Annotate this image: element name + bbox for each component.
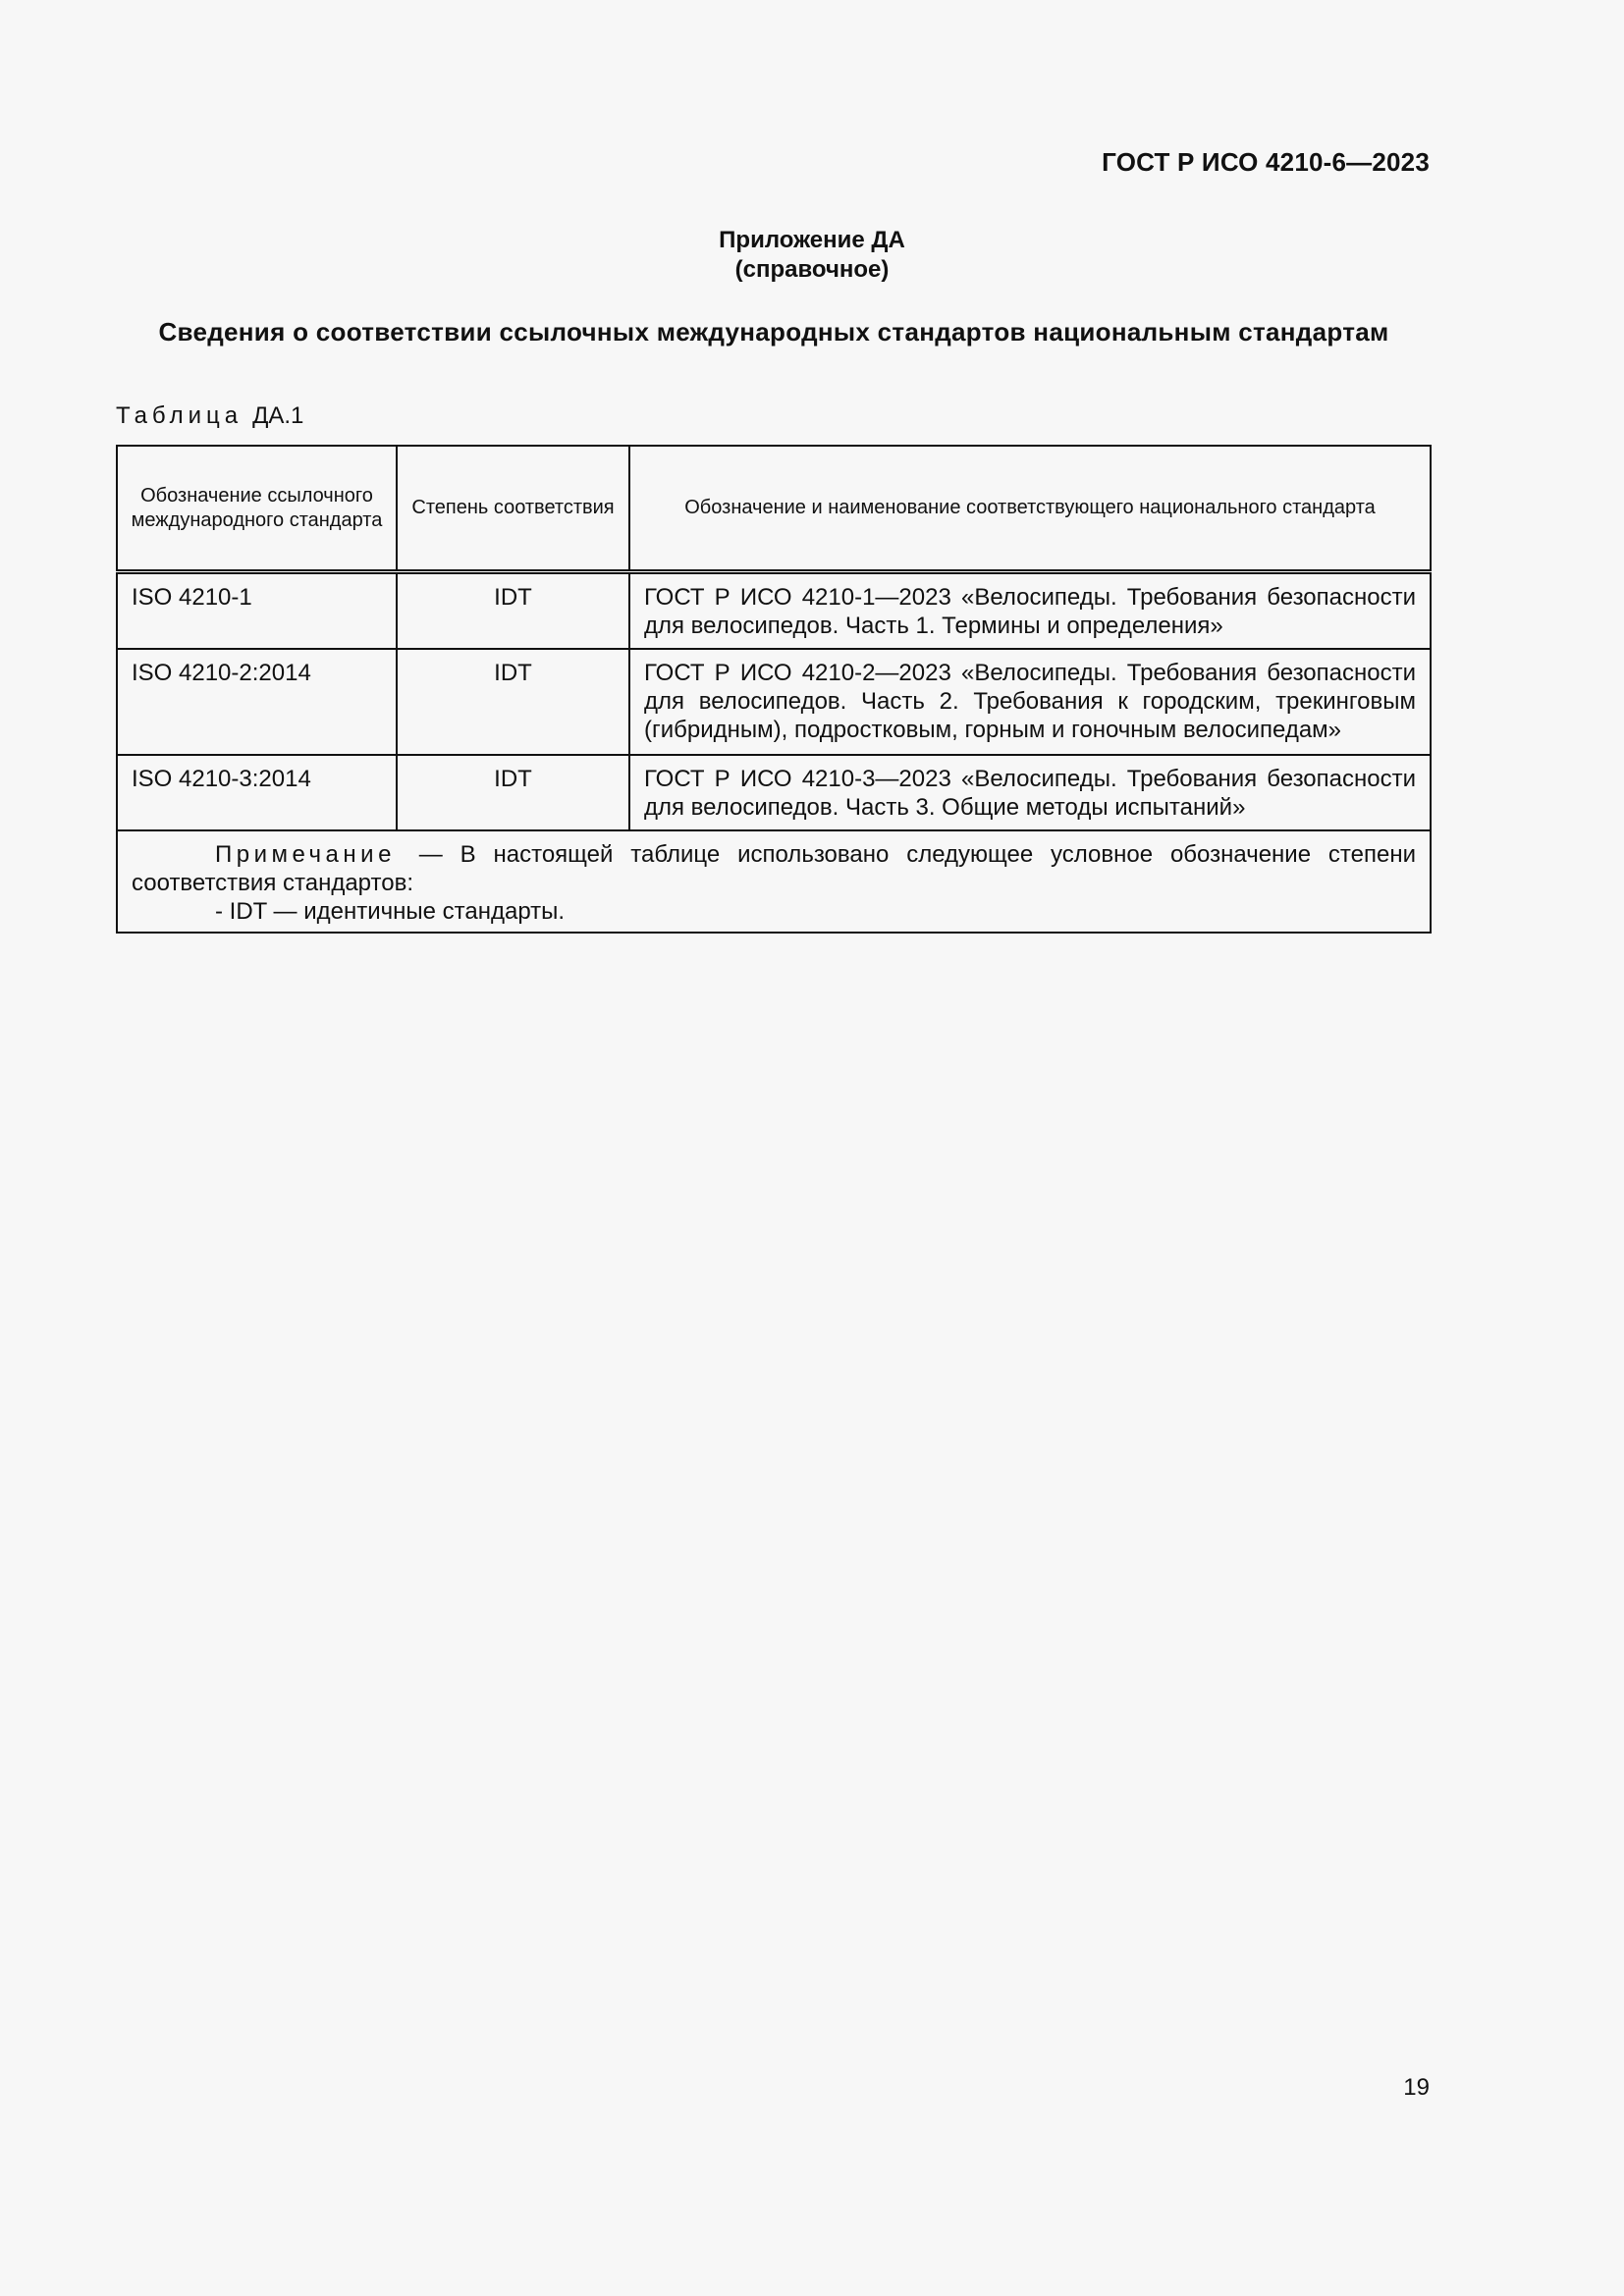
correspondence-table [116, 445, 1432, 934]
table-note-row [117, 830, 1431, 933]
degree-cell: IDT [397, 649, 629, 755]
annex-kind: (справочное) [734, 256, 890, 283]
header-national-standard: Обозначение и наименование соответствующего национального стандарта [629, 446, 1431, 572]
annex-title: Сведения о соответствии ссылочных международных стандартов национальным стандартам [158, 317, 1389, 347]
table-row [117, 572, 1431, 650]
table-note [117, 830, 1431, 933]
intl-standard-cell: ISO 4210-1 [117, 572, 397, 650]
annex-heading [0, 226, 1624, 285]
intl-standard-cell: ISO 4210-3:2014 [117, 755, 397, 830]
national-standard-cell: ГОСТ Р ИСО 4210-3—2023 «Велосипеды. Требования безопасности для велосипедов. Часть 3. Общие методы испытаний» [629, 755, 1431, 830]
note-label: Примечание [215, 841, 396, 868]
table-row [117, 755, 1431, 830]
page-number: 19 [1403, 2074, 1430, 2101]
table-row [117, 649, 1431, 755]
note-body [132, 840, 1416, 897]
degree-cell: IDT [397, 572, 629, 650]
intl-standard-cell: ISO 4210-2:2014 [117, 649, 397, 755]
header-degree: Степень соответствия [397, 446, 629, 572]
national-standard-cell: ГОСТ Р ИСО 4210-2—2023 «Велосипеды. Требования безопасности для велосипедов. Часть 2. Требования к городским, трекинговым (гибридным), подростковым, горным и гоночным велосипедам» [629, 649, 1431, 755]
note-text: — В настоящей таблице использовано следующее условное обозначение степени соответствия стандартов: [132, 841, 1416, 896]
annex-label: Приложение ДА [719, 227, 905, 253]
header-intl-standard: Обозначение ссылочного международного стандарта [117, 446, 397, 572]
table-caption [116, 402, 303, 430]
table-caption-number: ДА.1 [252, 402, 304, 429]
note-item: - IDT — идентичные стандарты. [215, 898, 566, 925]
national-standard-cell: ГОСТ Р ИСО 4210-1—2023 «Велосипеды. Требования безопасности для велосипедов. Часть 1. Термины и определения» [629, 572, 1431, 650]
table-caption-word: Таблица [116, 402, 244, 429]
document-designation: ГОСТ Р ИСО 4210-6—2023 [1102, 147, 1430, 177]
degree-cell: IDT [397, 755, 629, 830]
table-header-row [117, 446, 1431, 572]
